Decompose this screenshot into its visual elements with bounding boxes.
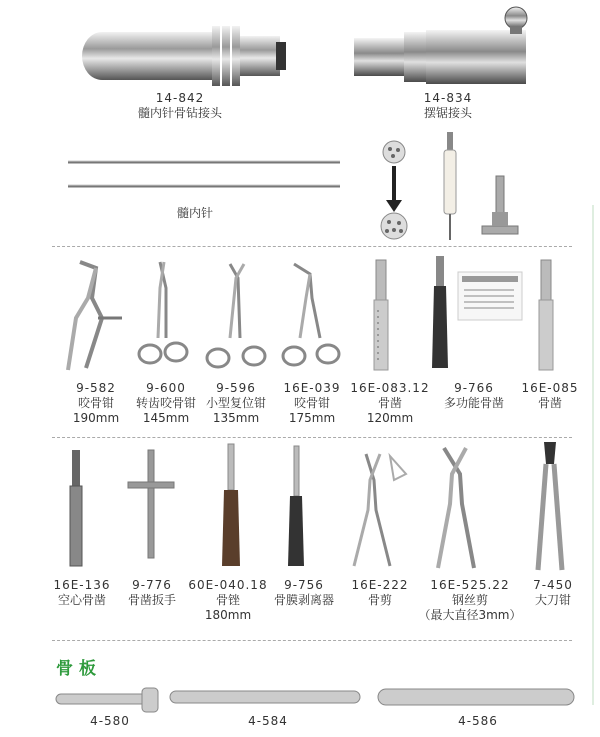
rongeur-image — [280, 258, 344, 376]
product-code: 7-450 — [533, 578, 573, 592]
product-size: 175mm — [288, 411, 336, 425]
product-code: 4-584 — [248, 714, 288, 728]
product-name: 钢丝剪 — [451, 593, 488, 607]
product-name: 骨凿 — [377, 396, 402, 410]
product-size: 135mm — [212, 411, 260, 425]
product-code: 16E-039 — [283, 381, 341, 395]
product-code: 14-842 — [155, 91, 205, 105]
product-code: 9-766 — [454, 381, 494, 395]
periosteal-elevator-image — [284, 446, 308, 568]
page-edge-line — [592, 205, 594, 705]
product-name: 骨膜剥离器 — [273, 593, 334, 607]
product-code: 4-580 — [90, 714, 130, 728]
t-handle-image — [480, 176, 520, 244]
section-title: 骨板 — [56, 659, 102, 679]
product-name: 多功能骨凿 — [443, 396, 504, 410]
product-code: 16E-525.22 — [430, 578, 510, 592]
product-code: 16E-136 — [53, 578, 111, 592]
reamer-handle-image — [436, 132, 466, 242]
drill-adapter-image — [80, 22, 290, 90]
product-name: 骨锉 — [215, 593, 240, 607]
product-name: 咬骨钳 — [77, 396, 114, 410]
multi-chisel-image — [428, 256, 452, 370]
product-code: 16E-222 — [351, 578, 409, 592]
product-name: 摆锯接头 — [423, 106, 472, 120]
product-code: 14-834 — [423, 91, 473, 105]
product-size: 180mm — [204, 608, 252, 622]
hollow-osteotome-image — [64, 450, 88, 568]
saw-adapter-image — [352, 4, 537, 86]
product-name: 大刀钳 — [534, 593, 571, 607]
chisel-wrench-image — [128, 450, 174, 560]
rongeur-image — [136, 258, 192, 376]
product-code: 9-582 — [76, 381, 116, 395]
reduction-forceps-image — [204, 258, 268, 378]
bone-rasp-image — [218, 444, 244, 568]
product-code: 9-596 — [216, 381, 256, 395]
product-name: 咬骨钳 — [293, 396, 330, 410]
osteotome-image — [370, 260, 392, 372]
product-code: 16E-083.12 — [350, 381, 430, 395]
product-name: 髓内针 — [176, 206, 213, 220]
product-name: 空心骨凿 — [57, 593, 106, 607]
product-size: 120mm — [366, 411, 414, 425]
product-code: 9-756 — [284, 578, 324, 592]
bone-cutter-image — [340, 450, 412, 570]
bone-plate-image — [56, 688, 160, 712]
product-name: 骨凿 — [537, 396, 562, 410]
product-code: 16E-085 — [521, 381, 579, 395]
product-name: 骨凿扳手 — [127, 593, 176, 607]
reamer-head-image — [374, 140, 414, 240]
divider — [52, 640, 572, 641]
bone-plate-image — [378, 688, 574, 706]
product-size: 190mm — [72, 411, 120, 425]
wire-cutter-image — [426, 444, 486, 570]
osteotome-image — [536, 260, 556, 372]
product-name: 髓内针骨钻接头 — [137, 106, 222, 120]
product-name: 骨剪 — [367, 593, 392, 607]
product-code: 9-600 — [146, 381, 186, 395]
product-name: 小型复位钳 — [205, 396, 266, 410]
divider — [52, 246, 572, 247]
product-code: 9-776 — [132, 578, 172, 592]
bone-plate-image — [170, 690, 360, 704]
intramedullary-nail-image — [66, 152, 342, 192]
bolt-cutter-image — [530, 440, 570, 572]
divider — [52, 437, 572, 438]
product-code: 4-586 — [458, 714, 498, 728]
product-name: 转齿咬骨钳 — [135, 396, 196, 410]
blade-card-image — [458, 272, 522, 320]
product-code: 60E-040.18 — [188, 578, 268, 592]
product-size: 145mm — [142, 411, 190, 425]
product-size: （最大直径3mm） — [418, 608, 522, 622]
rongeur-image — [62, 258, 124, 376]
